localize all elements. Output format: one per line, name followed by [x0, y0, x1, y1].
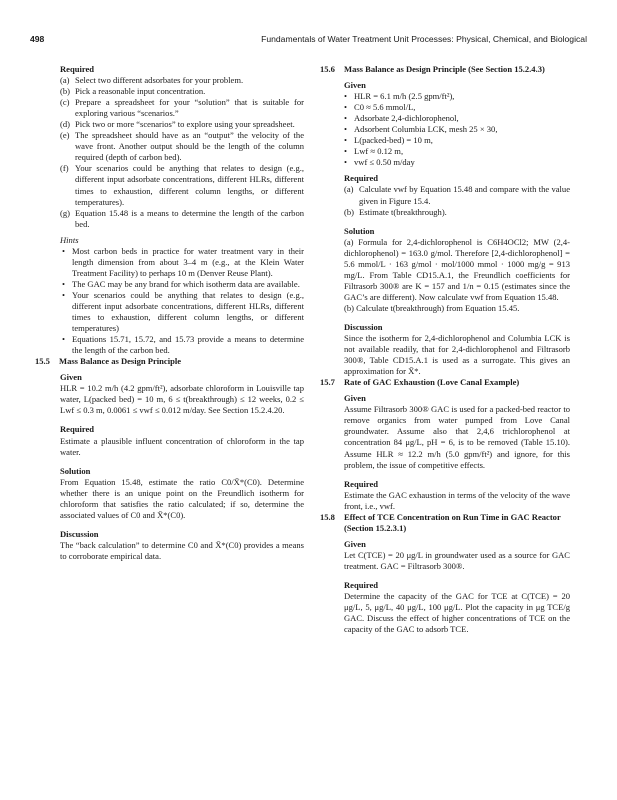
list-item: (e) The spreadsheet should have as an “output” the velocity of the wave front. Another output should be the length of the column required (depth of carbon bed). [60, 130, 304, 163]
given-heading: Given [60, 372, 82, 383]
discussion-heading: Discussion [60, 528, 99, 539]
section-15-7-title: 15.7 Rate of GAC Exhaustion (Love Canal Example) [320, 377, 520, 388]
section-15-8-title: 15.8 Effect of TCE Concentration on Run Time in GAC Reactor (Section 15.2.3.1) [320, 511, 561, 533]
required-heading: Required [344, 579, 379, 590]
running-title: Fundamentals of Water Treatment Unit Processes: Physical, Chemical, and Biological [261, 34, 587, 44]
discussion-text: Since the isotherm for 2,4-dichlorophenol and Columbia LCK is not available readily, that for 2,4-dichlorophenol and Filtrasorb 300®, Table CD15.A.1 is used as a surrogate. This gives an approximation for X̄*. [344, 333, 570, 377]
list-item: • Equations 15.71, 15.72, and 15.73 provide a means to determine the length of the carbon bed. [62, 334, 304, 356]
required-text: Estimate the GAC exhaustion in terms of the velocity of the wave front, i.e., vwf. [344, 489, 570, 511]
left-column [35, 64, 304, 562]
hints-list [60, 246, 304, 356]
discussion-text: The “back calculation” to determine C0 and X̄*(C0) provides a means to corroborate empirical data. [60, 539, 304, 561]
section-15-6-title: 15.6 Mass Balance as Design Principle (See Section 15.2.4.3) [320, 64, 545, 74]
list-item: (a) Calculate vwf by Equation 15.48 and compare with the value given in Figure 15.4. [344, 184, 570, 206]
given-text: HLR = 10.2 m/h (4.2 gpm/ft²), adsorbate chloroform in Louisville tap water, L(packed bed) = 10 m, 6 ≤ t(breakthrough) ≤ 12 weeks, 0.2 ≤ Lwf ≤ 0.3 m, 0.0061 ≤ vwf ≤ 0.012 m/day. See Section 15.2.4.20. [60, 383, 304, 416]
page-number: 498 [30, 34, 45, 44]
list-item: • C0 ≈ 5.6 mmol/L, [344, 102, 416, 113]
required-heading: Required [60, 424, 95, 435]
given-list [344, 91, 570, 168]
section-15-5-title: 15.5 Mass Balance as Design Principle [35, 356, 182, 367]
given-text: Let C(TCE) = 20 μg/L in groundwater used as a source for GAC treatment. GAC = Filtrasorb 300®. [344, 549, 570, 571]
discussion-heading: Discussion [344, 321, 383, 332]
solution-heading: Solution [60, 465, 91, 476]
solution-heading: Solution [344, 225, 375, 236]
page-header [30, 34, 587, 48]
required-heading: Required [344, 478, 379, 489]
right-column [320, 64, 570, 635]
list-item: • Most carbon beds in practice for water treatment vary in their length dimension from about 3–4 m (e.g., at the Klein Water Treatment Facility) to perhaps 10 m (Denver Reuse Plant). [62, 245, 304, 278]
given-heading: Given [344, 393, 366, 404]
list-item: (f) Your scenarios could be anything that relates to design (e.g., different input adsorbate concentrations, different HLRs, different times to exhaustion, different column lengths, or different temperatures). [60, 163, 304, 207]
list-item: • Adsorbate 2,4-dichlorophenol, [344, 113, 459, 124]
required-heading: Required [344, 173, 379, 184]
list-item: (b) Pick a reasonable input concentration. [60, 86, 206, 97]
given-text: Assume Filtrasorb 300® GAC is used for a packed-bed reactor to remove organics from water pumped from Love Canal groundwater. Assume also that 2,4,6 trichlorophenol at concentration 84 μg/L, pH = 6, is to be removed (Table 15.10). Assume HLR ≈ 12.2 m/h (5.0 gpm/ft²) and ignore, for this problem, the issue of competitive effects. [344, 404, 570, 470]
solution-text-b: (b) Calculate t(breakthrough) from Equation 15.45. [344, 302, 520, 313]
required-text: Estimate a plausible influent concentration of chloroform in the tap water. [60, 435, 304, 457]
list-item: • L(packed-bed) = 10 m, [344, 135, 433, 146]
list-item: (c) Prepare a spreadsheet for your “solution” that is suitable for exploring various “scenarios.” [60, 97, 304, 119]
list-item: (d) Pick two or more “scenarios” to explore using your spreadsheet. [60, 119, 295, 130]
solution-text: (a) Formula for 2,4-dichlorophenol is C6H4OCl2; MW (2,4-dichlorophenol) = 163.0 g/mol. Therefore [2,4-dichlorophenol] = 5.6 mmol/L · 163 g/mol · mol/1000 mmol · 1000 mg/g = 913 mg/L. From Table CD15.A.1, the Freundlich coefficients for Filtrasorb 300® are K = 157 and 1/n = 0.15 (estimates since the GAC’s are different). Now calculate vwf from Equation 15.48. [344, 236, 570, 302]
list-item: (b) Estimate t(breakthrough). [344, 206, 447, 217]
solution-text: From Equation 15.48, estimate the ratio C0/X̄*(C0). Determine whether there is an unique point on the Freundlich isotherm for chloroform that satisfies the ratio calculated; if so, determine the associated values of C0 and X̄*(C0). [60, 476, 304, 520]
list-item: • The GAC may be any brand for which isotherm data are available. [62, 278, 300, 289]
required-list [60, 75, 304, 230]
given-heading: Given [344, 80, 366, 91]
list-item: (a) Select two different adsorbates for your problem. [60, 75, 244, 86]
required-text: Determine the capacity of the GAC for TCE at C(TCE) = 20 μg/L, 5, μg/L, 40 μg/L, 100 μg/L. Plot the capacity in μg TCE/g GAC. Discuss the effect of higher concentrations of TCE on the capacity of the GAC to adsorb TCE. [344, 591, 570, 635]
list-item: (g) Equation 15.48 is a means to determine the length of the carbon bed. [60, 207, 304, 229]
list-item: • HLR = 6.1 m/h (2.5 gpm/ft²), [344, 91, 455, 102]
list-item: • Lwf ≈ 0.12 m, [344, 146, 404, 157]
list-item: • Your scenarios could be anything that relates to design (e.g., different input adsorbate concentrations, different HLRs, different times to exhaustion, different column lengths, or different temperatures) [62, 289, 304, 334]
required-heading: Required [60, 64, 95, 74]
list-item: • vwf ≤ 0.50 m/day [344, 157, 415, 168]
given-heading: Given [344, 538, 366, 549]
list-item: • Adsorbent Columbia LCK, mesh 25 × 30, [344, 124, 498, 135]
hints-heading: Hints [60, 234, 79, 245]
